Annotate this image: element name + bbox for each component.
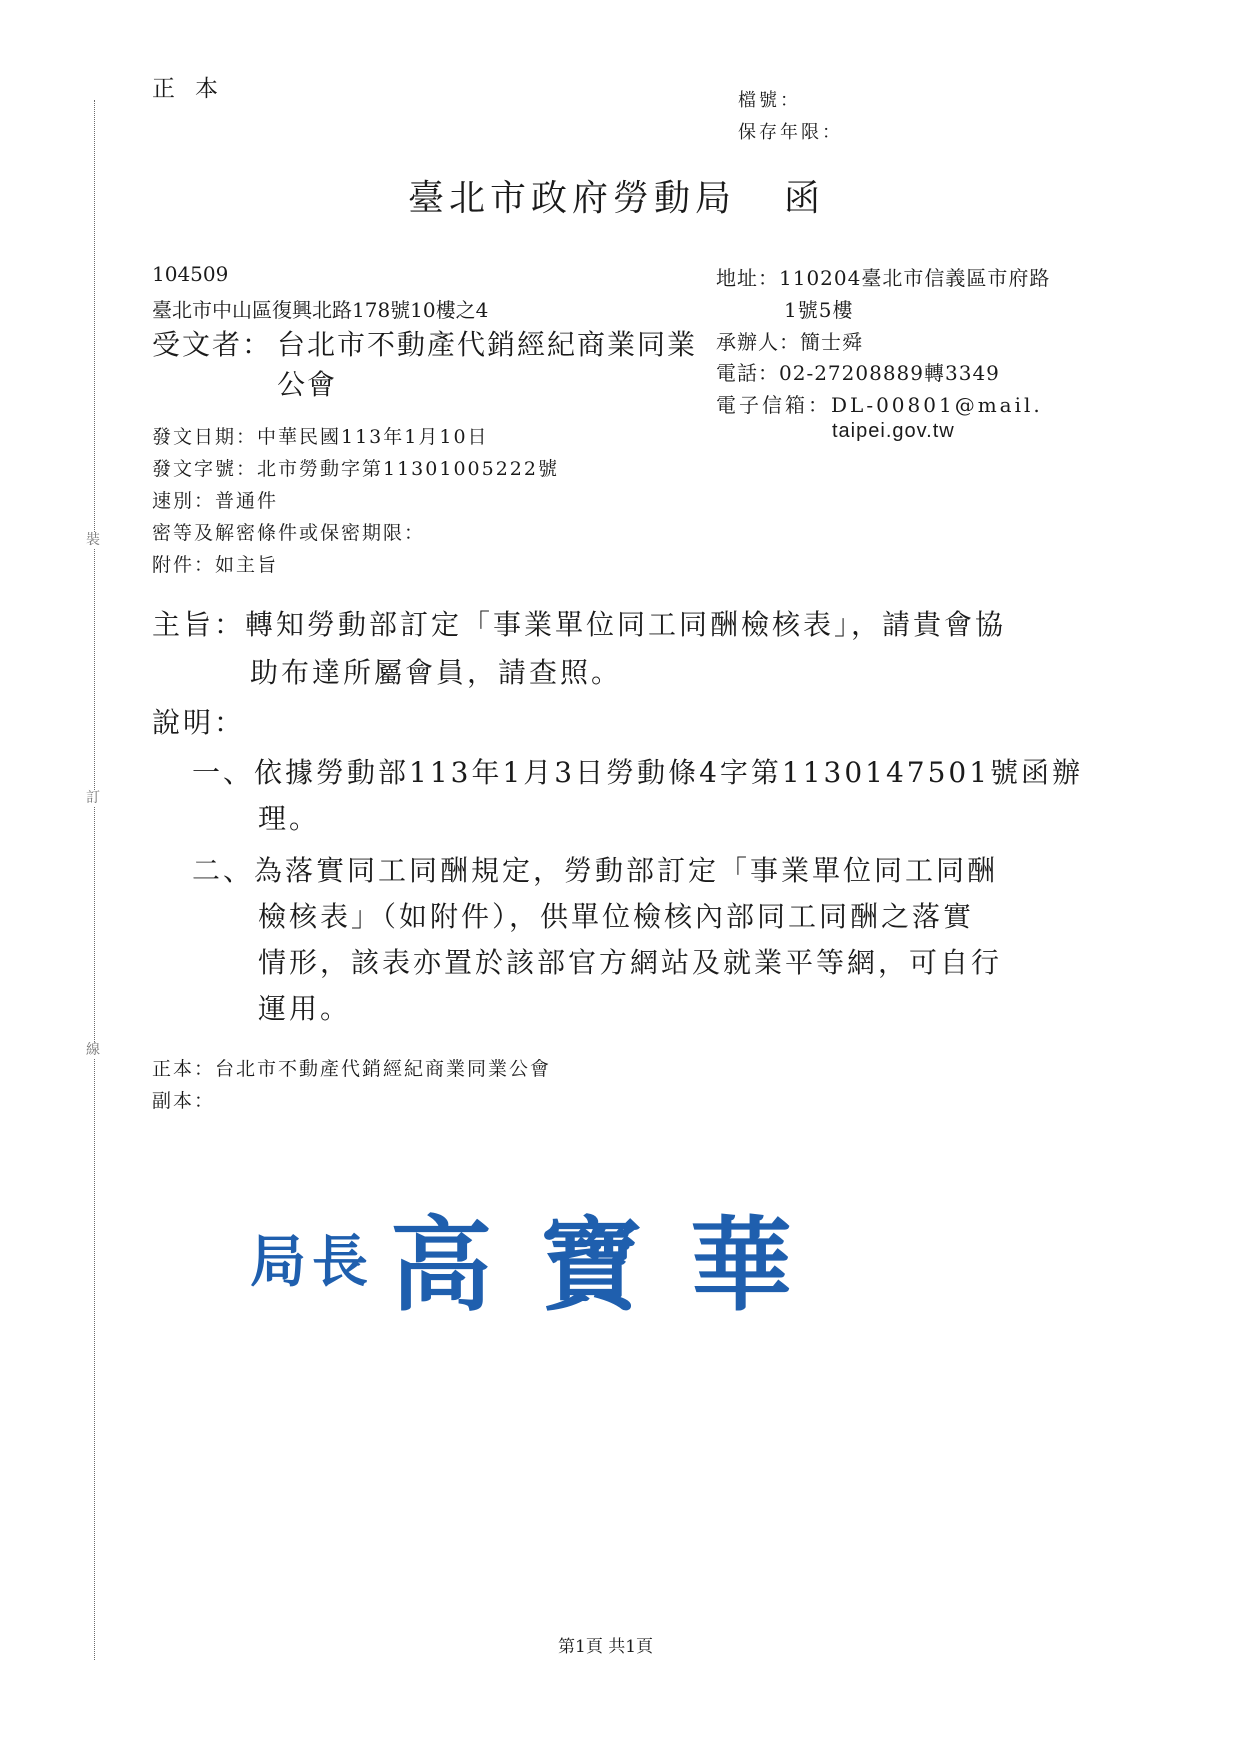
- recipient-label: 受文者：: [152, 328, 273, 361]
- copy-type: 正本: [152, 76, 238, 102]
- binding-mark-ding: 訂: [86, 790, 100, 806]
- explanation-item2-line2: 檢核表」（如附件），供單位檢核內部同工同酬之落實: [258, 900, 975, 933]
- confidentiality: 密等及解密條件或保密期限：: [152, 522, 426, 544]
- explanation-label: 說明：: [152, 706, 246, 739]
- agency-name: 臺北市政府勞動局: [408, 178, 737, 219]
- sender-address-line2: 1號5樓: [784, 298, 854, 322]
- recipient-name: 台北市不動產代銷經紀商業同業公會: [277, 328, 698, 401]
- signature-title: 局長: [250, 1229, 374, 1295]
- delivery-speed: 速別：普通件: [152, 490, 279, 512]
- page-number: 第1頁 共1頁: [558, 1637, 654, 1657]
- explanation-item2-line1: 二、為落實同工同酬規定，勞動部訂定「事業單位同工同酬: [192, 854, 999, 887]
- explanation-item2-line3: 情形，該表亦置於該部官方網站及就業平等網，可自行: [258, 946, 1003, 979]
- binding-line: [94, 100, 95, 1660]
- email-line2: taipei.gov.tw: [832, 420, 955, 442]
- recipient-address: 臺北市中山區復興北路178號10樓之4: [152, 298, 489, 322]
- phone: 電話：02-27208889轉3349: [716, 361, 1000, 385]
- postal-code: 104509: [152, 262, 229, 286]
- issue-date: 發文日期：中華民國113年1月10日: [152, 426, 489, 448]
- sender-address-line1: 地址：110204臺北市信義區市府路: [716, 266, 1051, 290]
- binding-mark-zhuang: 裝: [86, 532, 100, 548]
- signature-name: 高寶華: [390, 1206, 840, 1326]
- binding-mark-xian: 線: [86, 1042, 100, 1058]
- handler: 承辦人：簡士舜: [716, 330, 863, 354]
- explanation-item1-line2: 理。: [258, 802, 321, 835]
- subject-line2: 助布達所屬會員，請查照。: [250, 656, 623, 689]
- document-kind: 函: [784, 178, 826, 219]
- explanation-item2-line4: 運用。: [258, 992, 352, 1025]
- copy-recipients: 副本：: [152, 1090, 216, 1112]
- document-number: 發文字號：北市勞動字第11301005222號: [152, 458, 559, 480]
- explanation-item1-line1: 一、依據勞動部113年1月3日勞動條4字第1130147501號函辦: [192, 756, 1084, 789]
- file-number-label: 檔號：: [738, 90, 801, 111]
- original-recipient: 正本：台北市不動產代銷經紀商業同業公會: [152, 1058, 552, 1080]
- document-title: [408, 170, 825, 221]
- email-line1: 電子信箱：DL-00801@mail.: [716, 393, 1043, 417]
- recipient: [152, 325, 712, 405]
- retention-period-label: 保存年限：: [738, 122, 843, 143]
- director-signature: [250, 1185, 840, 1331]
- attachment: 附件：如主旨: [152, 554, 279, 576]
- subject-line1: 主旨：轉知勞動部訂定「事業單位同工同酬檢核表」，請貴會協: [152, 608, 1007, 641]
